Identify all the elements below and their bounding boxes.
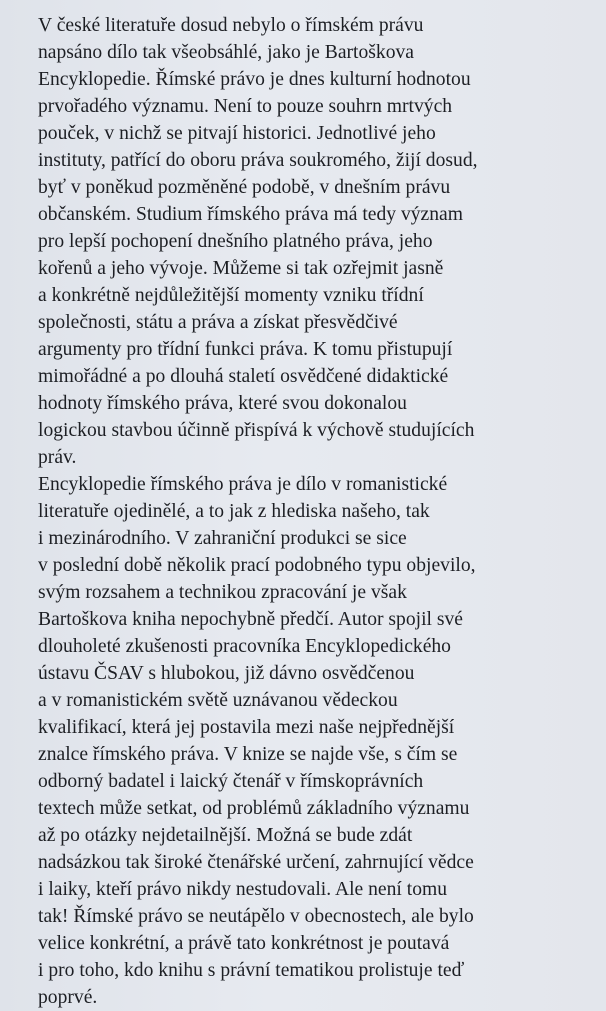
paragraph-1-line-17: práv. <box>38 447 77 468</box>
paragraph-2-line-5: svým rozsahem a technikou zpracování je však <box>38 582 407 603</box>
paragraph-1-line-13: argumenty pro třídní funkci práva. K tomu přistupují <box>38 339 453 360</box>
paragraph-2-line-17: tak! Římské právo se neutápělo v obecnostech, ale bylo <box>38 906 474 927</box>
paragraph-1-line-8: občanském. Studium římského práva má tedy význam <box>38 204 463 225</box>
paragraph-2-line-9: a v romanistickém světě uznávanou vědeckou <box>38 690 398 711</box>
paragraph-1-line-1: V české literatuře dosud nebylo o římském právu <box>38 15 424 36</box>
paragraph-1-line-4: prvořadého významu. Není to pouze souhrn mrtvých <box>38 96 453 117</box>
paragraph-2-line-3: i mezinárodního. V zahraniční produkci se sice <box>38 528 407 549</box>
paragraph-1-line-6: instituty, patřící do oboru práva soukromého, žijí dosud, <box>38 150 478 171</box>
paragraph-2-line-18: velice konkrétní, a právě tato konkrétnost je poutavá <box>38 933 450 954</box>
paragraph-1-line-10: kořenů a jeho vývoje. Můžeme si tak ozřejmit jasně <box>38 258 444 279</box>
paragraph-2-line-11: znalce římského práva. V knize se najde vše, s čím se <box>38 744 458 765</box>
paragraph-1 <box>38 12 580 471</box>
paragraph-1-line-5: pouček, v nichž se pitvají historici. Jednotlivé jeho <box>38 123 436 144</box>
paragraph-2-line-14: až po otázky nejdetailnější. Možná se bude zdát <box>38 825 413 846</box>
paragraph-2-line-12: odborný badatel i laický čtenář v římskoprávních <box>38 771 424 792</box>
paragraph-1-line-15: hodnoty římského práva, které svou dokonalou <box>38 393 407 414</box>
paragraph-2-line-20: poprvé. <box>38 987 98 1008</box>
paragraph-2-line-1: Encyklopedie římského práva je dílo v romanistické <box>38 474 448 495</box>
paragraph-2-line-2: literatuře ojedinělé, a to jak z hlediska našeho, tak <box>38 501 430 522</box>
paragraph-1-line-7: byť v poněkud pozměněné podobě, v dnešním právu <box>38 177 451 198</box>
paragraph-2 <box>38 471 580 1011</box>
paragraph-2-line-19: i pro toho, kdo knihu s právní tematikou prolistuje teď <box>38 960 465 981</box>
paragraph-1-line-12: společnosti, státu a práva a získat přesvědčivé <box>38 312 398 333</box>
paragraph-2-line-6: Bartoškova kniha nepochybně předčí. Autor spojil své <box>38 609 463 630</box>
paragraph-2-line-15: nadsázkou tak široké čtenářské určení, zahrnující vědce <box>38 852 474 873</box>
paragraph-1-line-2: napsáno dílo tak všeobsáhlé, jako je Bartoškova <box>38 42 415 63</box>
paragraph-1-line-11: a konkrétně nejdůležitější momenty vzniku třídní <box>38 285 424 306</box>
paragraph-2-line-16: i laiky, kteří právo nikdy nestudovali. Ale není tomu <box>38 879 448 900</box>
paragraph-2-line-4: v poslední době několik prací podobného typu objevilo, <box>38 555 476 576</box>
paragraph-2-line-8: ústavu ČSAV s hlubokou, již dávno osvědčenou <box>38 663 415 684</box>
paragraph-1-line-3: Encyklopedie. Římské právo je dnes kulturní hodnotou <box>38 69 471 90</box>
paragraph-1-line-9: pro lepší pochopení dnešního platného práva, jeho <box>38 231 433 252</box>
paragraph-2-line-13: textech může setkat, od problémů základního významu <box>38 798 470 819</box>
paragraph-1-line-14: mimořádné a po dlouhá staletí osvědčené didaktické <box>38 366 449 387</box>
paragraph-2-line-10: kvalifikací, která jej postavila mezi naše nejpřednější <box>38 717 455 738</box>
paragraph-1-line-16: logickou stavbou účinně přispívá k výchově studujících <box>38 420 475 441</box>
paragraph-2-line-7: dlouholeté zkušenosti pracovníka Encyklopedického <box>38 636 451 657</box>
